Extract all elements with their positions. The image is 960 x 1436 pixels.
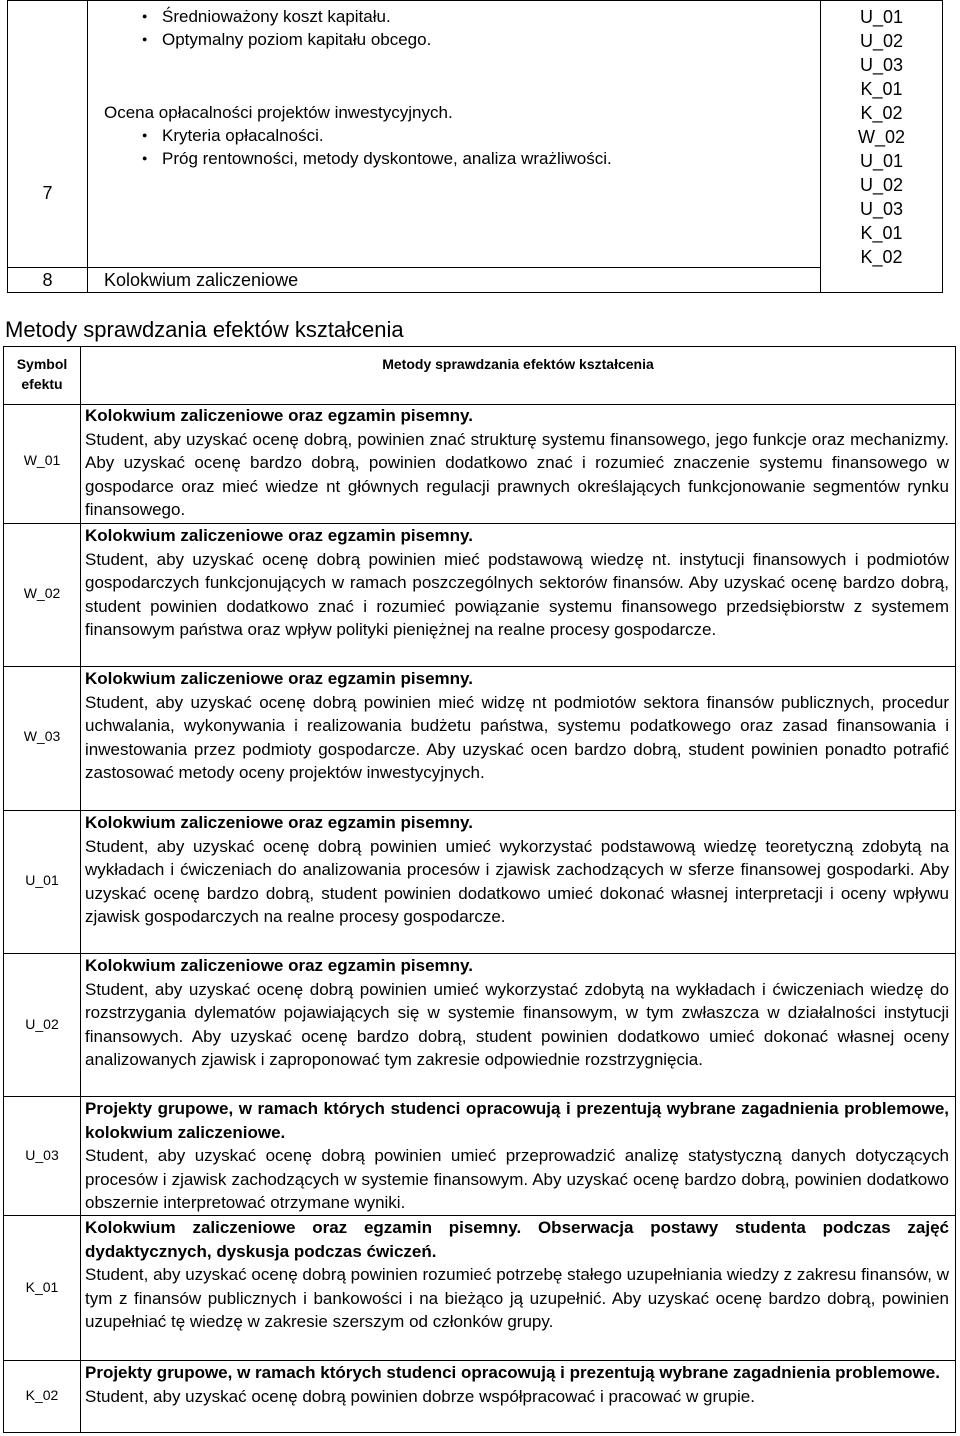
effect-code: K_02 <box>860 247 903 267</box>
bullet-item: ● Optymalny poziom kapitału obcego. <box>132 28 814 51</box>
symbol-cell: U_03 <box>25 1147 59 1163</box>
method-criteria: Student, aby uzyskać ocenę dobrą powinien umieć wykorzystać zdobytą na wykładach i ćwiczeniach wiedzę do rozstrzygania dylematów pojawiających się w systemie finansowym, w tym zwłaszcza w działalności instytucji finansowych. Aby uzyskać ocenę bardzo dobrą, student powinien dodatkowo umieć dokonać własnej oceny analizowanych zjawisk i zaproponować tym zakresie odpowiednie rozstrzygnięcia. <box>85 979 949 1069</box>
method-name: Kolokwium zaliczeniowe oraz egzamin pisemny. <box>85 406 473 425</box>
method-name: Kolokwium zaliczeniowe oraz egzamin pisemny. <box>85 956 473 975</box>
method-cell <box>85 954 949 1072</box>
effect-code: K_02 <box>860 103 903 123</box>
symbol-cell: W_01 <box>23 452 61 468</box>
method-criteria: Student, aby uzyskać ocenę dobrą powinien rozumieć potrzebę stałego uzupełniania wiedzy z zakresu finansów, w tym z finansów publicznych i bankowości i na bieżąco ją uzupełnić. Aby uzyskać ocenę bardzo dobrą, powinien uzupełniać tę wiedzę w zakresie szerszym od członków grupy. <box>85 1265 949 1331</box>
method-name: Projekty grupowe, w ramach których studenci opracowują i prezentują wybrane zagadnienia problemowe, kolokwium zaliczeniowe. <box>85 1099 949 1142</box>
section-title: Metody sprawdzania efektów kształcenia <box>5 317 404 342</box>
method-name: Kolokwium zaliczeniowe oraz egzamin pisemny. Obserwacja postawy studenta podczas zajęć dydaktycznych, dyskusja podczas ćwiczeń. <box>85 1218 949 1261</box>
row7-content <box>104 5 814 170</box>
effect-code: U_01 <box>859 7 904 27</box>
method-criteria: Student, aby uzyskać ocenę dobrą powinien umieć przeprowadzić analizę statystyczną danych dotyczących procesów i zjawisk zachodzących w systemie finansowym. Aby uzyskać ocenę bardzo dobrą, powinien dodatkowo obszernie interpretować otrzymane wyniki. <box>85 1146 949 1212</box>
method-cell <box>85 1097 949 1215</box>
bullet-item: ● Próg rentowności, metody dyskontowe, analiza wrażliwości. <box>132 147 814 170</box>
symbol-cell: U_02 <box>25 1016 59 1032</box>
effect-codes-column <box>821 5 942 269</box>
symbol-cell: W_02 <box>23 585 61 601</box>
method-cell <box>85 1216 949 1334</box>
method-name: Kolokwium zaliczeniowe oraz egzamin pisemny. <box>85 813 473 832</box>
method-cell <box>85 811 949 929</box>
bullet-item: ● Średnioważony koszt kapitału. <box>132 5 814 28</box>
method-cell <box>85 1361 949 1408</box>
effect-code: U_03 <box>859 55 904 75</box>
method-name: Kolokwium zaliczeniowe oraz egzamin pisemny. <box>85 526 473 545</box>
method-cell <box>85 524 949 642</box>
symbol-cell: K_02 <box>25 1387 59 1403</box>
effect-code: W_02 <box>857 127 906 147</box>
row8-label: Kolokwium zaliczeniowe <box>104 270 299 290</box>
row-number-7: 7 <box>42 183 53 203</box>
method-name: Kolokwium zaliczeniowe oraz egzamin pisemny. <box>85 669 473 688</box>
effect-code: U_01 <box>859 151 904 171</box>
method-criteria: Student, aby uzyskać ocenę dobrą, powinien znać strukturę systemu finansowego, jego funkcje oraz mechanizmy. Aby uzyskać ocenę bardzo dobrą, powinien dodatkowo znać i rozumieć znaczenie systemu finansowego w gospodarce oraz mieć wiedze nt głównych regulacji prawnych określających funkcjonowanie segmentów rynku finansowego. <box>85 429 949 519</box>
symbol-cell: K_01 <box>25 1279 59 1295</box>
method-criteria: Student, aby uzyskać ocenę dobrą powinien umieć wykorzystać podstawową wiedzę teoretyczną zdobytą na wykładach i ćwiczeniach do analizowania procesów i zjawisk zachodzących w sferze finansowej gospodarki. Aby uzyskać ocenę bardzo dobrą, student powinien dodatkowo umieć dokonać własnej interpretacji i oceny wpływu zjawisk gospodarczych na realne procesy gospodarcze. <box>85 836 949 926</box>
effect-code: U_03 <box>859 199 904 219</box>
effect-code: U_02 <box>859 175 904 195</box>
bullet-item: ● Kryteria opłacalności. <box>132 124 814 147</box>
method-criteria: Student, aby uzyskać ocenę dobrą powinien mieć widzę nt podmiotów sektora finansów publicznych, procedur uchwalania, wykonywania i realizowania budżetu państwa, systemu podatkowego oraz zasad finansowania i inwestowania przez podmioty gospodarcze. Aby uzyskać ocen bardzo dobrą, student powinien ponadto potrafić zastosować metody oceny projektów inwestycyjnych. <box>85 692 949 782</box>
symbol-cell: W_03 <box>23 728 61 744</box>
method-criteria: Student, aby uzyskać ocenę dobrą powinien dobrze współpracować i pracować w grupie. <box>85 1386 755 1406</box>
method-cell <box>85 404 949 522</box>
intro-bullet-list <box>132 5 814 51</box>
header-symbol: Symbol efektu <box>16 356 68 392</box>
method-cell <box>85 667 949 785</box>
criteria-bullet-list <box>132 124 814 170</box>
row-number-8: 8 <box>42 270 53 290</box>
method-criteria: Student, aby uzyskać ocenę dobrą powinien mieć podstawową wiedzę nt. instytucji finansowych i podmiotów gospodarczych funkcjonujących w ramach poszczególnych sektorów finansów. Aby uzyskać ocenę bardzo dobrą, student powinien dodatkowo znać i rozumieć powiązanie systemu finansowego przedsiębiorstw z systemem finansowym państwa oraz wpływ polityki pieniężnej na realne procesy gospodarcze. <box>85 549 949 639</box>
header-methods: Metody sprawdzania efektów kształcenia <box>382 356 654 372</box>
symbol-cell: U_01 <box>25 872 59 888</box>
effect-code: K_01 <box>860 79 903 99</box>
method-name: Projekty grupowe, w ramach których studenci opracowują i prezentują wybrane zagadnienia problemowe. <box>85 1363 940 1382</box>
row7-heading: Ocena opłacalności projektów inwestycyjnych. <box>104 103 453 122</box>
effect-code: U_02 <box>859 31 904 51</box>
effect-code: K_01 <box>860 223 903 243</box>
